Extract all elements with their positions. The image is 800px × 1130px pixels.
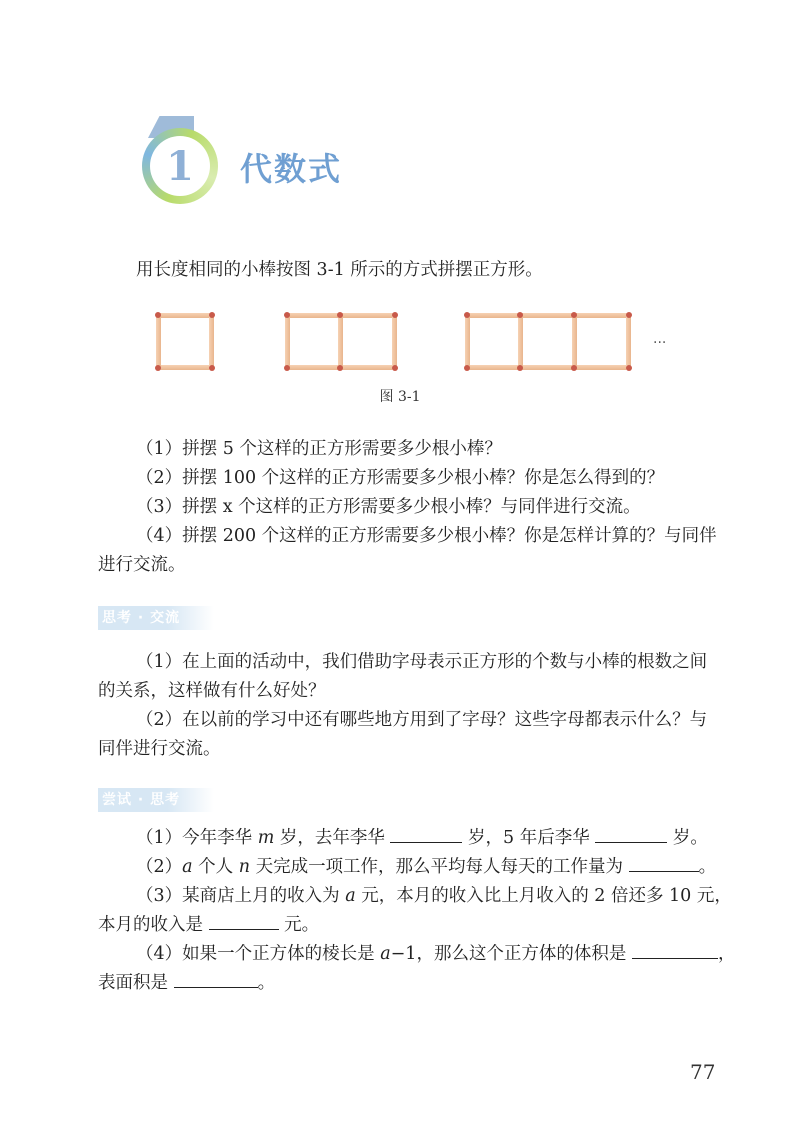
think-line-2: 的关系，这样做有什么好处？: [98, 681, 326, 701]
try-think-label: 尝试 · 思考: [98, 788, 214, 812]
try-question-3-cont: 本月的收入是 元。: [98, 911, 319, 939]
answer-blank[interactable]: [174, 969, 258, 988]
section-title: 代数式: [240, 150, 343, 188]
intro-text: 用长度相同的小棒按图 3-1 所示的方式拼摆正方形。: [136, 260, 543, 280]
figure-caption: 图 3-1: [379, 389, 421, 405]
think-discuss-label: 思考 · 交流: [98, 606, 214, 630]
question-2: （2）拼摆 100 个这样的正方形需要多少根小棒？你是怎么得到的？: [136, 468, 665, 488]
try-question-3: （3）某商店上月的收入为 a 元，本月的收入比上月收入的 2 倍还多 10 元，: [136, 886, 732, 906]
think-line-4: 同伴进行交流。: [98, 739, 221, 759]
answer-blank[interactable]: [632, 940, 718, 959]
question-4: （4）拼摆 200 个这样的正方形需要多少根小棒？你是怎样计算的？与同伴: [136, 526, 717, 546]
think-line-1: （1）在上面的活动中，我们借助字母表示正方形的个数与小棒的根数之间: [136, 652, 708, 672]
try-question-1: （1）今年李华 m 岁，去年李华 岁，5 年后李华 岁。: [136, 824, 708, 852]
figure-two-squares: [284, 312, 398, 371]
figure-three-squares: [464, 312, 632, 371]
answer-blank[interactable]: [390, 824, 462, 843]
question-3: （3）拼摆 x 个这样的正方形需要多少根小棒？与同伴进行交流。: [136, 497, 641, 517]
answer-blank[interactable]: [595, 824, 667, 843]
section-number: 1: [150, 136, 210, 196]
question-1: （1）拼摆 5 个这样的正方形需要多少根小棒？: [136, 439, 502, 459]
try-question-4-cont: 表面积是 。: [98, 969, 275, 997]
try-question-4: （4）如果一个正方体的棱长是 a−1，那么这个正方体的体积是 ，: [136, 940, 736, 968]
think-line-3: （2）在以前的学习中还有哪些地方用到了字母？这些字母都表示什么？与: [136, 710, 708, 730]
figure-ellipsis: ···: [653, 335, 667, 351]
try-question-2: （2）a 个人 n 天完成一项工作，那么平均每人每天的工作量为 。: [136, 853, 716, 881]
answer-blank[interactable]: [209, 911, 279, 930]
figure-one-square: [155, 312, 215, 371]
question-4-cont: 进行交流。: [98, 555, 186, 575]
figure-matchstick-squares: [150, 305, 690, 385]
page-number: 77: [690, 1060, 716, 1084]
answer-blank[interactable]: [629, 853, 699, 872]
